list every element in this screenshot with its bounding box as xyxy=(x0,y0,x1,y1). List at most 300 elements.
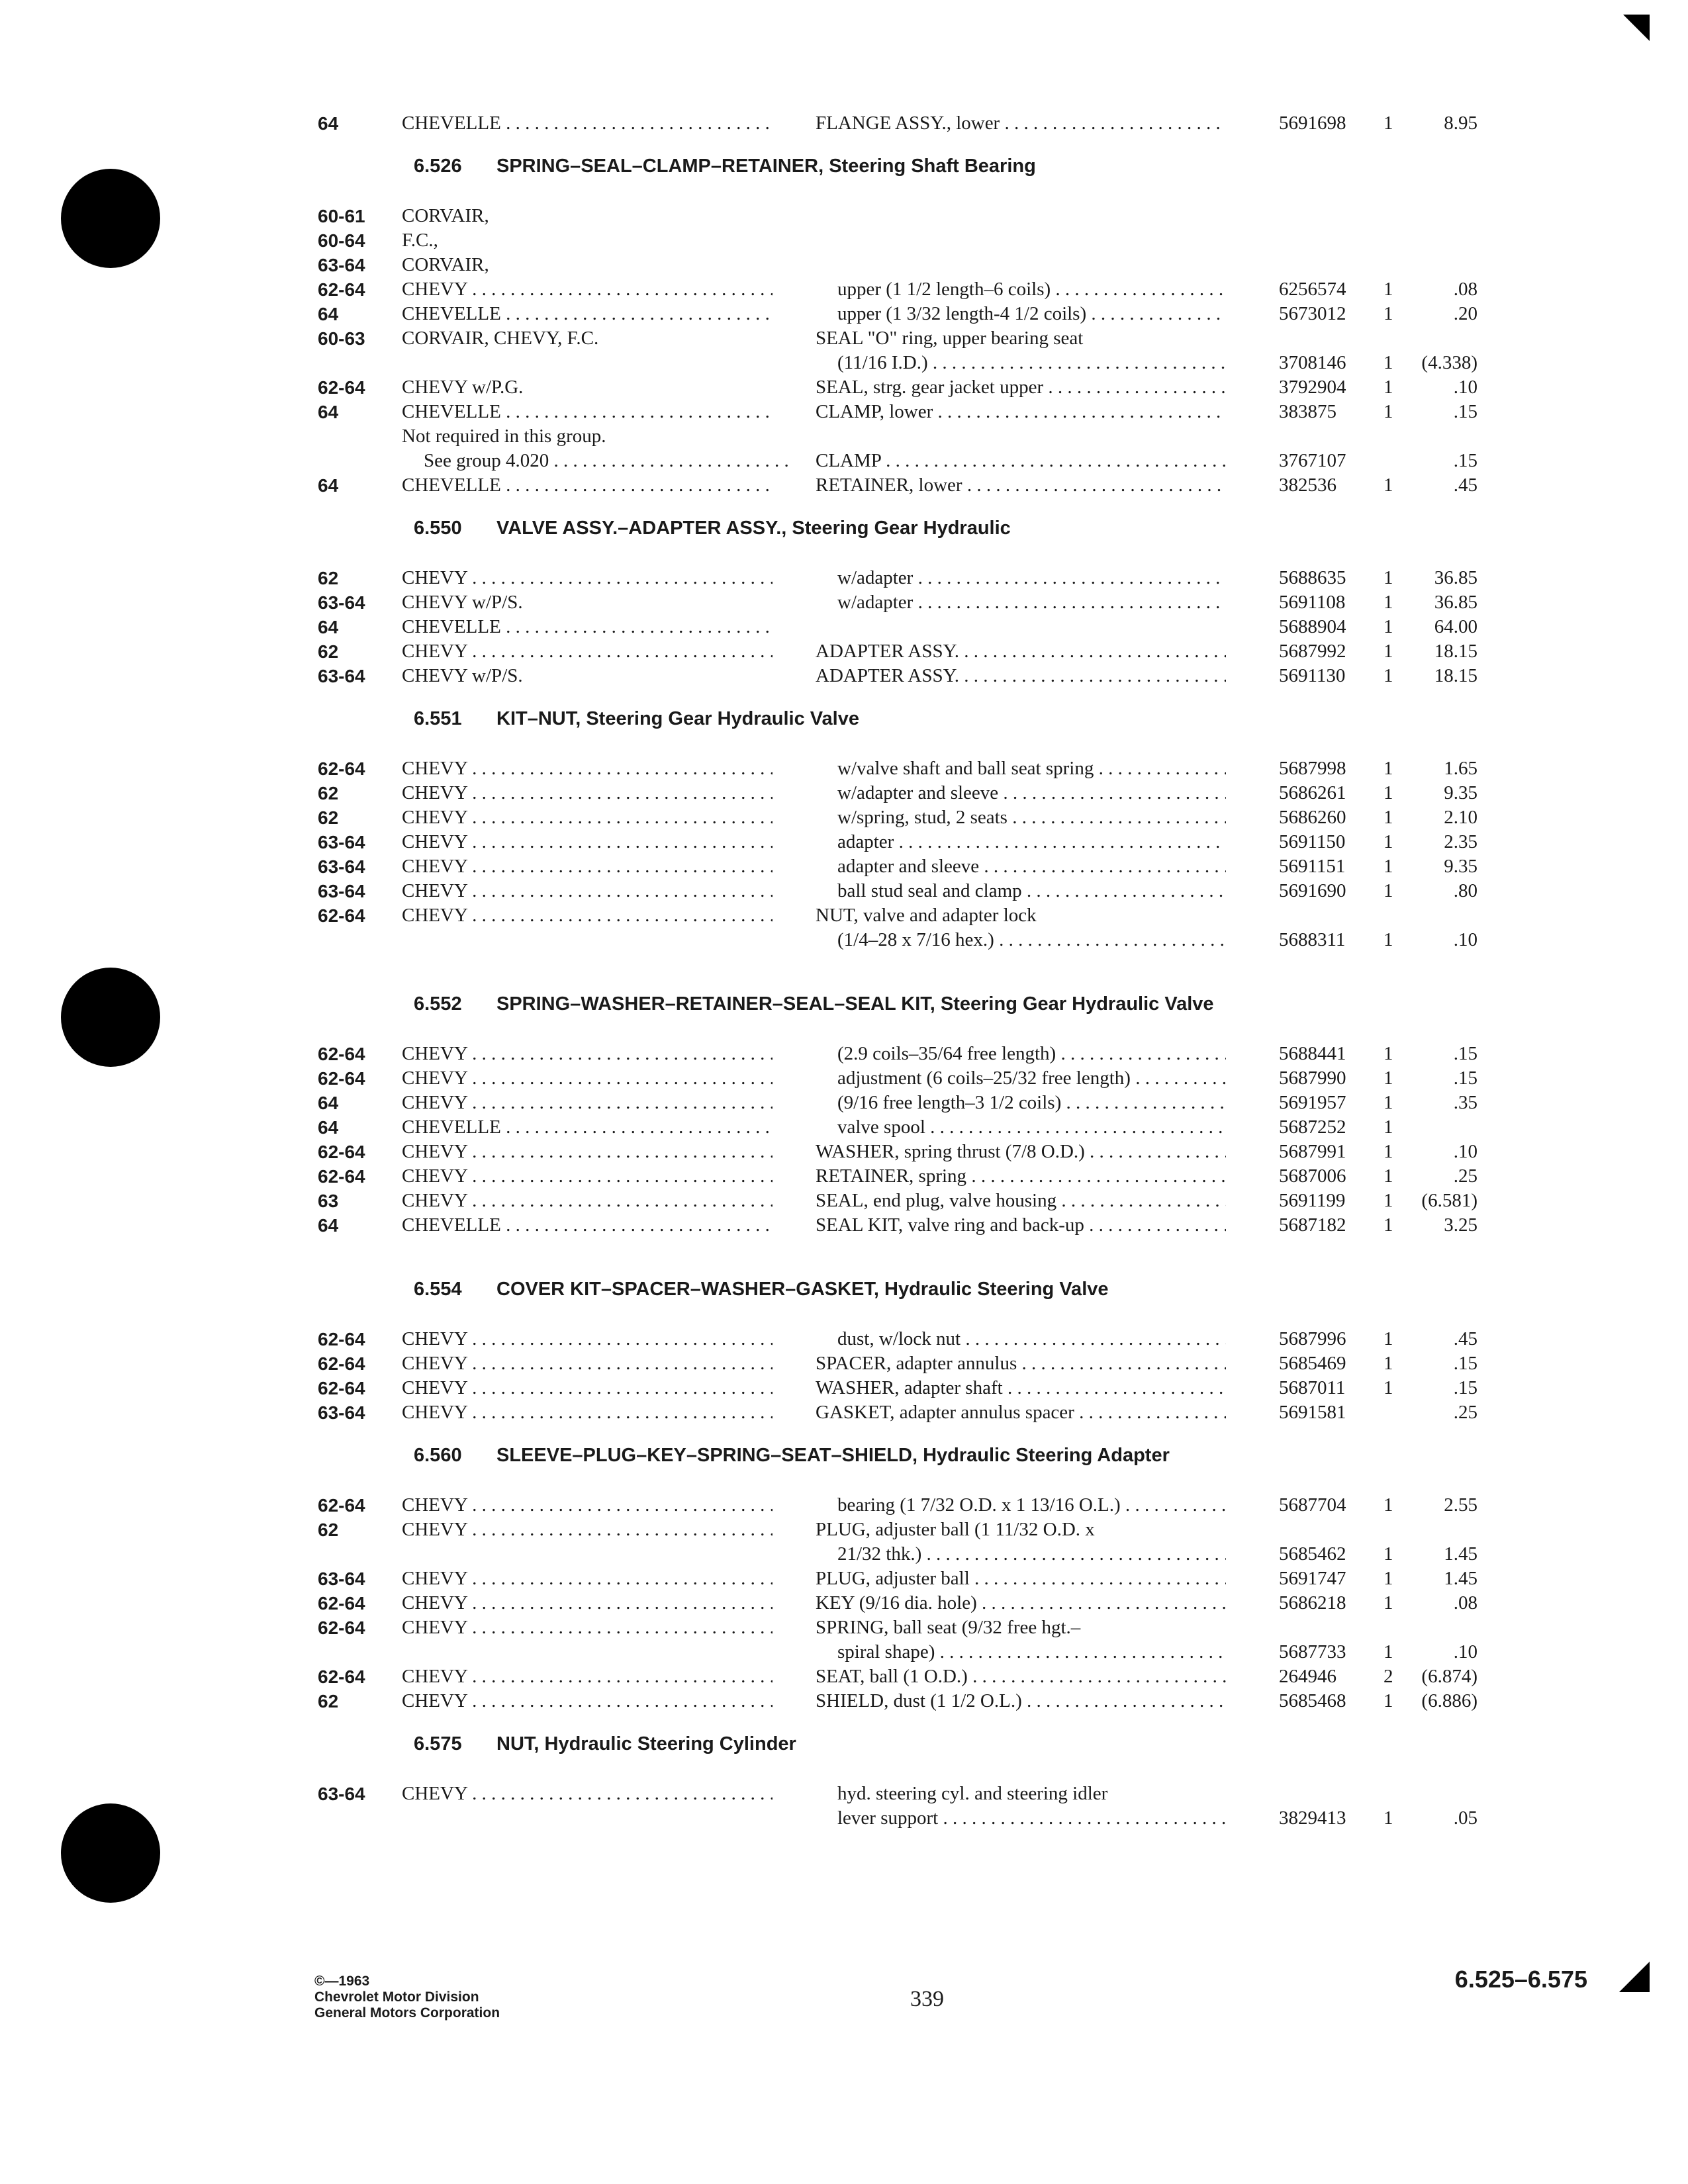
description: lever support . . . xyxy=(837,1806,1226,1831)
part-number: 5688311 xyxy=(1279,929,1346,950)
year: 60-61 xyxy=(318,206,365,226)
table-row xyxy=(318,1640,1496,1664)
description: SEAL KIT, valve ring and back-up . . . xyxy=(816,1213,1226,1238)
year: 62-64 xyxy=(318,1068,365,1089)
corporation: General Motors Corporation xyxy=(314,2005,500,2021)
year: 62-64 xyxy=(318,1166,365,1187)
description: adapter and sleeve . . . xyxy=(837,854,1226,879)
price: .15 xyxy=(1453,1377,1477,1398)
model: CHEVY w/P/S. xyxy=(402,592,523,613)
year: 62-64 xyxy=(318,377,365,398)
part-number: 5685469 xyxy=(1279,1353,1346,1374)
quantity: 2 xyxy=(1383,1666,1393,1687)
description: NUT, valve and adapter lock xyxy=(816,905,1037,926)
year: 62-64 xyxy=(318,1617,365,1638)
quantity: 1 xyxy=(1383,1690,1393,1711)
year: 62 xyxy=(318,568,339,588)
table-row xyxy=(318,879,1496,903)
model: CHEVY . . . xyxy=(402,1351,773,1376)
model: CHEVY . . . xyxy=(402,277,773,302)
year: 62-64 xyxy=(318,1044,365,1064)
section-number: 6.551 xyxy=(414,708,462,729)
model: CHEVY . . . xyxy=(402,1140,773,1164)
section-number: 6.554 xyxy=(414,1279,462,1300)
description: KEY (9/16 dia. hole) . . . xyxy=(816,1591,1226,1615)
part-number: 264946 xyxy=(1279,1666,1336,1687)
table-row xyxy=(318,854,1496,879)
table-row xyxy=(318,664,1496,688)
year: 62 xyxy=(318,807,339,828)
model: CHEVY . . . xyxy=(402,879,773,903)
year: 62 xyxy=(318,1691,339,1711)
description: w/valve shaft and ball seat spring . . . xyxy=(837,756,1226,781)
price: 2.35 xyxy=(1444,831,1477,852)
model: CORVAIR, xyxy=(402,205,489,226)
quantity: 1 xyxy=(1383,1543,1393,1565)
table-row xyxy=(318,590,1496,615)
description: adapter . . . xyxy=(837,830,1226,854)
group-range: 6.525–6.575 xyxy=(1454,1966,1587,1993)
model: CHEVY . . . xyxy=(402,1400,773,1425)
description: SEAT, ball (1 O.D.) . . . xyxy=(816,1664,1226,1689)
model: CHEVY . . . xyxy=(402,1493,773,1518)
table-row xyxy=(318,1115,1496,1140)
quantity: 1 xyxy=(1383,1494,1393,1516)
description: adjustment (6 coils–25/32 free length) . . . xyxy=(837,1066,1226,1091)
quantity: 1 xyxy=(1383,567,1393,588)
table-row xyxy=(318,928,1496,952)
year: 64 xyxy=(318,1093,339,1113)
part-number: 5691150 xyxy=(1279,831,1346,852)
table-row xyxy=(318,1518,1496,1542)
quantity: 1 xyxy=(1383,616,1393,637)
price: 18.15 xyxy=(1434,641,1477,662)
model: CHEVY . . . xyxy=(402,1664,773,1689)
binder-hole-bottom xyxy=(61,1803,160,1903)
price: .25 xyxy=(1453,1165,1477,1187)
price: 1.65 xyxy=(1444,758,1477,779)
year: 62-64 xyxy=(318,1378,365,1398)
part-number: 5685462 xyxy=(1279,1543,1346,1565)
model: CHEVELLE . . . xyxy=(402,1213,773,1238)
year: 63-64 xyxy=(318,592,365,613)
table-row xyxy=(318,351,1496,375)
price: .10 xyxy=(1453,377,1477,398)
price: (6.874) xyxy=(1421,1666,1477,1687)
year: 63-64 xyxy=(318,666,365,686)
quantity: 1 xyxy=(1383,831,1393,852)
price: .20 xyxy=(1453,303,1477,324)
section-number: 6.575 xyxy=(414,1733,462,1754)
table-row xyxy=(318,1664,1496,1689)
year: 64 xyxy=(318,304,339,324)
table-row xyxy=(318,1189,1496,1213)
quantity: 1 xyxy=(1383,1165,1393,1187)
table-row xyxy=(318,1351,1496,1376)
table-row xyxy=(318,400,1496,424)
description: (2.9 coils–35/64 free length) . . . xyxy=(837,1042,1226,1066)
quantity: 1 xyxy=(1383,782,1393,803)
price: .10 xyxy=(1453,929,1477,950)
price: .15 xyxy=(1453,1353,1477,1374)
year: 62-64 xyxy=(318,1329,365,1349)
part-number: 5691690 xyxy=(1279,880,1346,901)
price: .08 xyxy=(1453,1592,1477,1614)
price: .05 xyxy=(1453,1807,1477,1829)
quantity: 1 xyxy=(1383,352,1393,373)
quantity: 1 xyxy=(1383,665,1393,686)
model: CHEVY . . . xyxy=(402,830,773,854)
year: 62-64 xyxy=(318,905,365,926)
part-number: 5691581 xyxy=(1279,1402,1346,1423)
quantity: 1 xyxy=(1383,1068,1393,1089)
model: CHEVY . . . xyxy=(402,781,773,805)
model: CHEVY . . . xyxy=(402,1689,773,1713)
price: 9.35 xyxy=(1444,782,1477,803)
part-number: 5691108 xyxy=(1279,592,1346,613)
part-number: 5688441 xyxy=(1279,1043,1346,1064)
division: Chevrolet Motor Division xyxy=(314,1989,479,2005)
description: ball stud seal and clamp . . . xyxy=(837,879,1226,903)
price: .15 xyxy=(1453,1068,1477,1089)
table-row xyxy=(318,302,1496,326)
quantity: 1 xyxy=(1383,1328,1393,1349)
model: CHEVY . . . xyxy=(402,854,773,879)
quantity: 1 xyxy=(1383,929,1393,950)
section-heading xyxy=(318,1279,1496,1305)
publisher-info xyxy=(314,1974,500,2021)
quantity: 1 xyxy=(1383,807,1393,828)
model: CHEVY . . . xyxy=(402,1327,773,1351)
quantity: 1 xyxy=(1383,1592,1393,1614)
model: CHEVY w/P/S. xyxy=(402,665,523,686)
table-row xyxy=(318,1615,1496,1640)
year: 62-64 xyxy=(318,1495,365,1516)
part-number: 5687704 xyxy=(1279,1494,1346,1516)
table-row xyxy=(318,326,1496,351)
price: 2.55 xyxy=(1444,1494,1477,1516)
part-number: 5691747 xyxy=(1279,1568,1346,1589)
model: CHEVY . . . xyxy=(402,903,773,928)
table-row xyxy=(318,449,1496,473)
year: 62 xyxy=(318,1520,339,1540)
description: dust, w/lock nut . . . xyxy=(837,1327,1226,1351)
part-number: 5687991 xyxy=(1279,1141,1346,1162)
year: 64 xyxy=(318,1117,339,1138)
year: 64 xyxy=(318,617,339,637)
description: (9/16 free length–3 1/2 coils) . . . xyxy=(837,1091,1226,1115)
description: RETAINER, lower . . . xyxy=(816,473,1226,498)
table-row xyxy=(318,473,1496,498)
year: 64 xyxy=(318,1215,339,1236)
year: 64 xyxy=(318,475,339,496)
model: CHEVELLE . . . xyxy=(402,615,773,639)
quantity: 1 xyxy=(1383,1568,1393,1589)
description: valve spool . . . xyxy=(837,1115,1226,1140)
table-row xyxy=(318,830,1496,854)
quantity: 1 xyxy=(1383,1377,1393,1398)
part-number: 5688635 xyxy=(1279,567,1346,588)
part-number: 5691957 xyxy=(1279,1092,1346,1113)
quantity: 1 xyxy=(1383,1141,1393,1162)
table-row xyxy=(318,1567,1496,1591)
quantity: 1 xyxy=(1383,641,1393,662)
part-number: 383875 xyxy=(1279,401,1336,422)
description: FLANGE ASSY., lower . . . xyxy=(816,111,1226,136)
description: bearing (1 7/32 O.D. x 1 13/16 O.L.) . . . . xyxy=(837,1493,1226,1518)
section-number: 6.552 xyxy=(414,993,462,1015)
table-row xyxy=(318,375,1496,400)
model: CORVAIR, CHEVY, F.C. xyxy=(402,328,599,349)
description: spiral shape) . . . xyxy=(837,1640,1226,1664)
corner-mark-bottom xyxy=(1619,1962,1650,1992)
top-row xyxy=(318,111,1496,136)
model: See group 4.020 . . . xyxy=(424,449,794,473)
price: .10 xyxy=(1453,1141,1477,1162)
quantity: 1 xyxy=(1383,303,1393,324)
price: .80 xyxy=(1453,880,1477,901)
year: 62-64 xyxy=(318,1353,365,1374)
section-number: 6.526 xyxy=(414,156,462,177)
table-row xyxy=(318,1091,1496,1115)
price: 36.85 xyxy=(1434,567,1477,588)
table-row xyxy=(318,1493,1496,1518)
model: CHEVELLE . . . xyxy=(402,302,773,326)
section-heading xyxy=(318,708,1496,735)
table-row xyxy=(318,277,1496,302)
description: PLUG, adjuster ball (1 11/32 O.D. x xyxy=(816,1519,1095,1540)
table-row xyxy=(318,1689,1496,1713)
year: 62-64 xyxy=(318,1142,365,1162)
page-number: 339 xyxy=(910,1987,944,2011)
binder-hole-middle xyxy=(61,968,160,1067)
description: SEAL "O" ring, upper bearing seat xyxy=(816,328,1084,349)
description: GASKET, adapter annulus spacer . . . xyxy=(816,1400,1226,1425)
part-number: 5688904 xyxy=(1279,616,1346,637)
description: CLAMP . . . xyxy=(816,449,1226,473)
corner-mark-top xyxy=(1623,15,1650,41)
part-number: 3792904 xyxy=(1279,377,1346,398)
price: (4.338) xyxy=(1421,352,1477,373)
year: 62 xyxy=(318,641,339,662)
year: 62-64 xyxy=(318,1666,365,1687)
model: CHEVY . . . xyxy=(402,1518,773,1542)
year: 63-64 xyxy=(318,1784,365,1804)
year: 63 xyxy=(318,1191,339,1211)
model: CHEVELLE . . . xyxy=(402,1115,773,1140)
part-number: 382536 xyxy=(1279,475,1336,496)
table-row xyxy=(318,1066,1496,1091)
part-number: 5685468 xyxy=(1279,1690,1346,1711)
year: 63-64 xyxy=(318,1569,365,1589)
binder-hole-top xyxy=(61,169,160,268)
quantity: 1 xyxy=(1383,1043,1393,1064)
section-title: NUT, Hydraulic Steering Cylinder xyxy=(496,1733,796,1754)
price: .25 xyxy=(1453,1402,1477,1423)
price: .35 xyxy=(1453,1092,1477,1113)
model: CHEVELLE . . . xyxy=(402,400,773,424)
price: 2.10 xyxy=(1444,807,1477,828)
table-row xyxy=(318,566,1496,590)
model: CHEVY . . . xyxy=(402,1164,773,1189)
part-number: 5687990 xyxy=(1279,1068,1346,1089)
table-row xyxy=(318,1042,1496,1066)
price: .08 xyxy=(1453,279,1477,300)
price: (6.581) xyxy=(1421,1190,1477,1211)
price: 64.00 xyxy=(1434,616,1477,637)
table-row xyxy=(318,781,1496,805)
description: 21/32 thk.) . . . xyxy=(837,1542,1226,1567)
year: 62-64 xyxy=(318,1593,365,1614)
table-row xyxy=(318,1591,1496,1615)
quantity: 1 xyxy=(1383,1116,1393,1138)
description: ADAPTER ASSY. . . . xyxy=(816,664,1226,688)
price: 36.85 xyxy=(1434,592,1477,613)
model: CHEVY . . . xyxy=(402,1782,773,1806)
description: (11/16 I.D.) . . . xyxy=(837,351,1226,375)
description: PLUG, adjuster ball . . . xyxy=(816,1567,1226,1591)
table-row xyxy=(318,253,1496,277)
year: 63-64 xyxy=(318,832,365,852)
year: 60-64 xyxy=(318,230,365,251)
description: SPRING, ball seat (9/32 free hgt.– xyxy=(816,1617,1081,1638)
model: CHEVY . . . xyxy=(402,1567,773,1591)
year: 62-64 xyxy=(318,758,365,779)
table-row xyxy=(318,1164,1496,1189)
price: 3.25 xyxy=(1444,1214,1477,1236)
year: 64 xyxy=(318,113,339,134)
model: CHEVY . . . xyxy=(402,639,773,664)
part-number: 3767107 xyxy=(1279,450,1346,471)
model: CHEVY . . . xyxy=(402,1615,773,1640)
year: 63-64 xyxy=(318,881,365,901)
price: 8.95 xyxy=(1444,113,1477,134)
model: CHEVY . . . xyxy=(402,1091,773,1115)
sections xyxy=(318,156,1496,1831)
year: 62-64 xyxy=(318,279,365,300)
description: SEAL, end plug, valve housing . . . xyxy=(816,1189,1226,1213)
section-heading xyxy=(318,518,1496,544)
description: WASHER, spring thrust (7/8 O.D.) . . . xyxy=(816,1140,1226,1164)
quantity: 1 xyxy=(1383,856,1393,877)
price: .10 xyxy=(1453,1641,1477,1662)
price: .15 xyxy=(1453,401,1477,422)
description: w/adapter . . . xyxy=(837,566,1226,590)
model: CHEVELLE . . . xyxy=(402,473,773,498)
model: CHEVY w/P.G. xyxy=(402,377,524,398)
section-number: 6.550 xyxy=(414,518,462,539)
description: RETAINER, spring . . . xyxy=(816,1164,1226,1189)
model: CHEVY . . . xyxy=(402,1066,773,1091)
description: SPACER, adapter annulus . . . xyxy=(816,1351,1226,1376)
model: CHEVY . . . xyxy=(402,1591,773,1615)
part-number: 5691151 xyxy=(1279,856,1346,877)
part-number: 6256574 xyxy=(1279,279,1346,300)
price: .15 xyxy=(1453,1043,1477,1064)
price: (6.886) xyxy=(1421,1690,1477,1711)
year: 62 xyxy=(318,783,339,803)
quantity: 1 xyxy=(1383,113,1393,134)
quantity: 1 xyxy=(1383,1807,1393,1829)
part-number: 5687252 xyxy=(1279,1116,1346,1138)
price: 1.45 xyxy=(1444,1568,1477,1589)
table-row xyxy=(318,1782,1496,1806)
part-number: 5686218 xyxy=(1279,1592,1346,1614)
quantity: 1 xyxy=(1383,1641,1393,1662)
model: CHEVY . . . xyxy=(402,1376,773,1400)
part-number: 5691698 xyxy=(1279,113,1346,134)
part-number: 5691199 xyxy=(1279,1190,1346,1211)
model: Not required in this group. xyxy=(402,426,606,447)
description: hyd. steering cyl. and steering idler xyxy=(837,1783,1108,1804)
part-number: 5673012 xyxy=(1279,303,1346,324)
table-row xyxy=(318,1542,1496,1567)
section-title: COVER KIT–SPACER–WASHER–GASKET, Hydraulic Steering Valve xyxy=(496,1279,1109,1300)
description: upper (1 3/32 length-4 1/2 coils) . . . xyxy=(837,302,1226,326)
section-title: KIT–NUT, Steering Gear Hydraulic Valve xyxy=(496,708,859,729)
quantity: 1 xyxy=(1383,1214,1393,1236)
part-number: 5687996 xyxy=(1279,1328,1346,1349)
model: CHEVY . . . xyxy=(402,566,773,590)
quantity: 1 xyxy=(1383,1190,1393,1211)
quantity: 1 xyxy=(1383,1353,1393,1374)
part-number: 5687006 xyxy=(1279,1165,1346,1187)
description: SEAL, strg. gear jacket upper . . . xyxy=(816,375,1226,400)
section-heading xyxy=(318,993,1496,1020)
section-title: SPRING–SEAL–CLAMP–RETAINER, Steering Shaft Bearing xyxy=(496,156,1036,177)
description: (1/4–28 x 7/16 hex.) . . . xyxy=(837,928,1226,952)
copyright: ©—1963 xyxy=(314,1974,370,1989)
quantity: 1 xyxy=(1383,279,1393,300)
description: w/adapter . . . xyxy=(837,590,1226,615)
section-heading xyxy=(318,156,1496,182)
table-row xyxy=(318,805,1496,830)
price: .45 xyxy=(1453,1328,1477,1349)
section-title: VALVE ASSY.–ADAPTER ASSY., Steering Gear Hydraulic xyxy=(496,518,1011,539)
description: WASHER, adapter shaft . . . xyxy=(816,1376,1226,1400)
table-row xyxy=(318,1213,1496,1238)
section-heading xyxy=(318,1445,1496,1471)
section-number: 6.560 xyxy=(414,1445,462,1466)
quantity: 1 xyxy=(1383,592,1393,613)
quantity: 1 xyxy=(1383,880,1393,901)
quantity: 1 xyxy=(1383,1092,1393,1113)
quantity: 1 xyxy=(1383,758,1393,779)
price: 18.15 xyxy=(1434,665,1477,686)
table-row xyxy=(318,228,1496,253)
description: w/adapter and sleeve . . . xyxy=(837,781,1226,805)
price: 1.45 xyxy=(1444,1543,1477,1565)
table-row xyxy=(318,1376,1496,1400)
section-title: SPRING–WASHER–RETAINER–SEAL–SEAL KIT, Steering Gear Hydraulic Valve xyxy=(496,993,1214,1015)
part-number: 5691130 xyxy=(1279,665,1346,686)
model: F.C., xyxy=(402,230,438,251)
part-number: 5687011 xyxy=(1279,1377,1346,1398)
parts-catalog-page xyxy=(318,111,1496,1831)
year: 63-64 xyxy=(318,1402,365,1423)
year: 63-64 xyxy=(318,856,365,877)
part-number: 5687733 xyxy=(1279,1641,1346,1662)
price: .45 xyxy=(1453,475,1477,496)
year: 60-63 xyxy=(318,328,365,349)
model: CHEVY . . . xyxy=(402,756,773,781)
quantity: 1 xyxy=(1383,377,1393,398)
table-row xyxy=(318,424,1496,449)
table-row xyxy=(318,1806,1496,1831)
table-row xyxy=(318,639,1496,664)
table-row xyxy=(318,756,1496,781)
model: CHEVELLE . . . xyxy=(402,111,773,136)
